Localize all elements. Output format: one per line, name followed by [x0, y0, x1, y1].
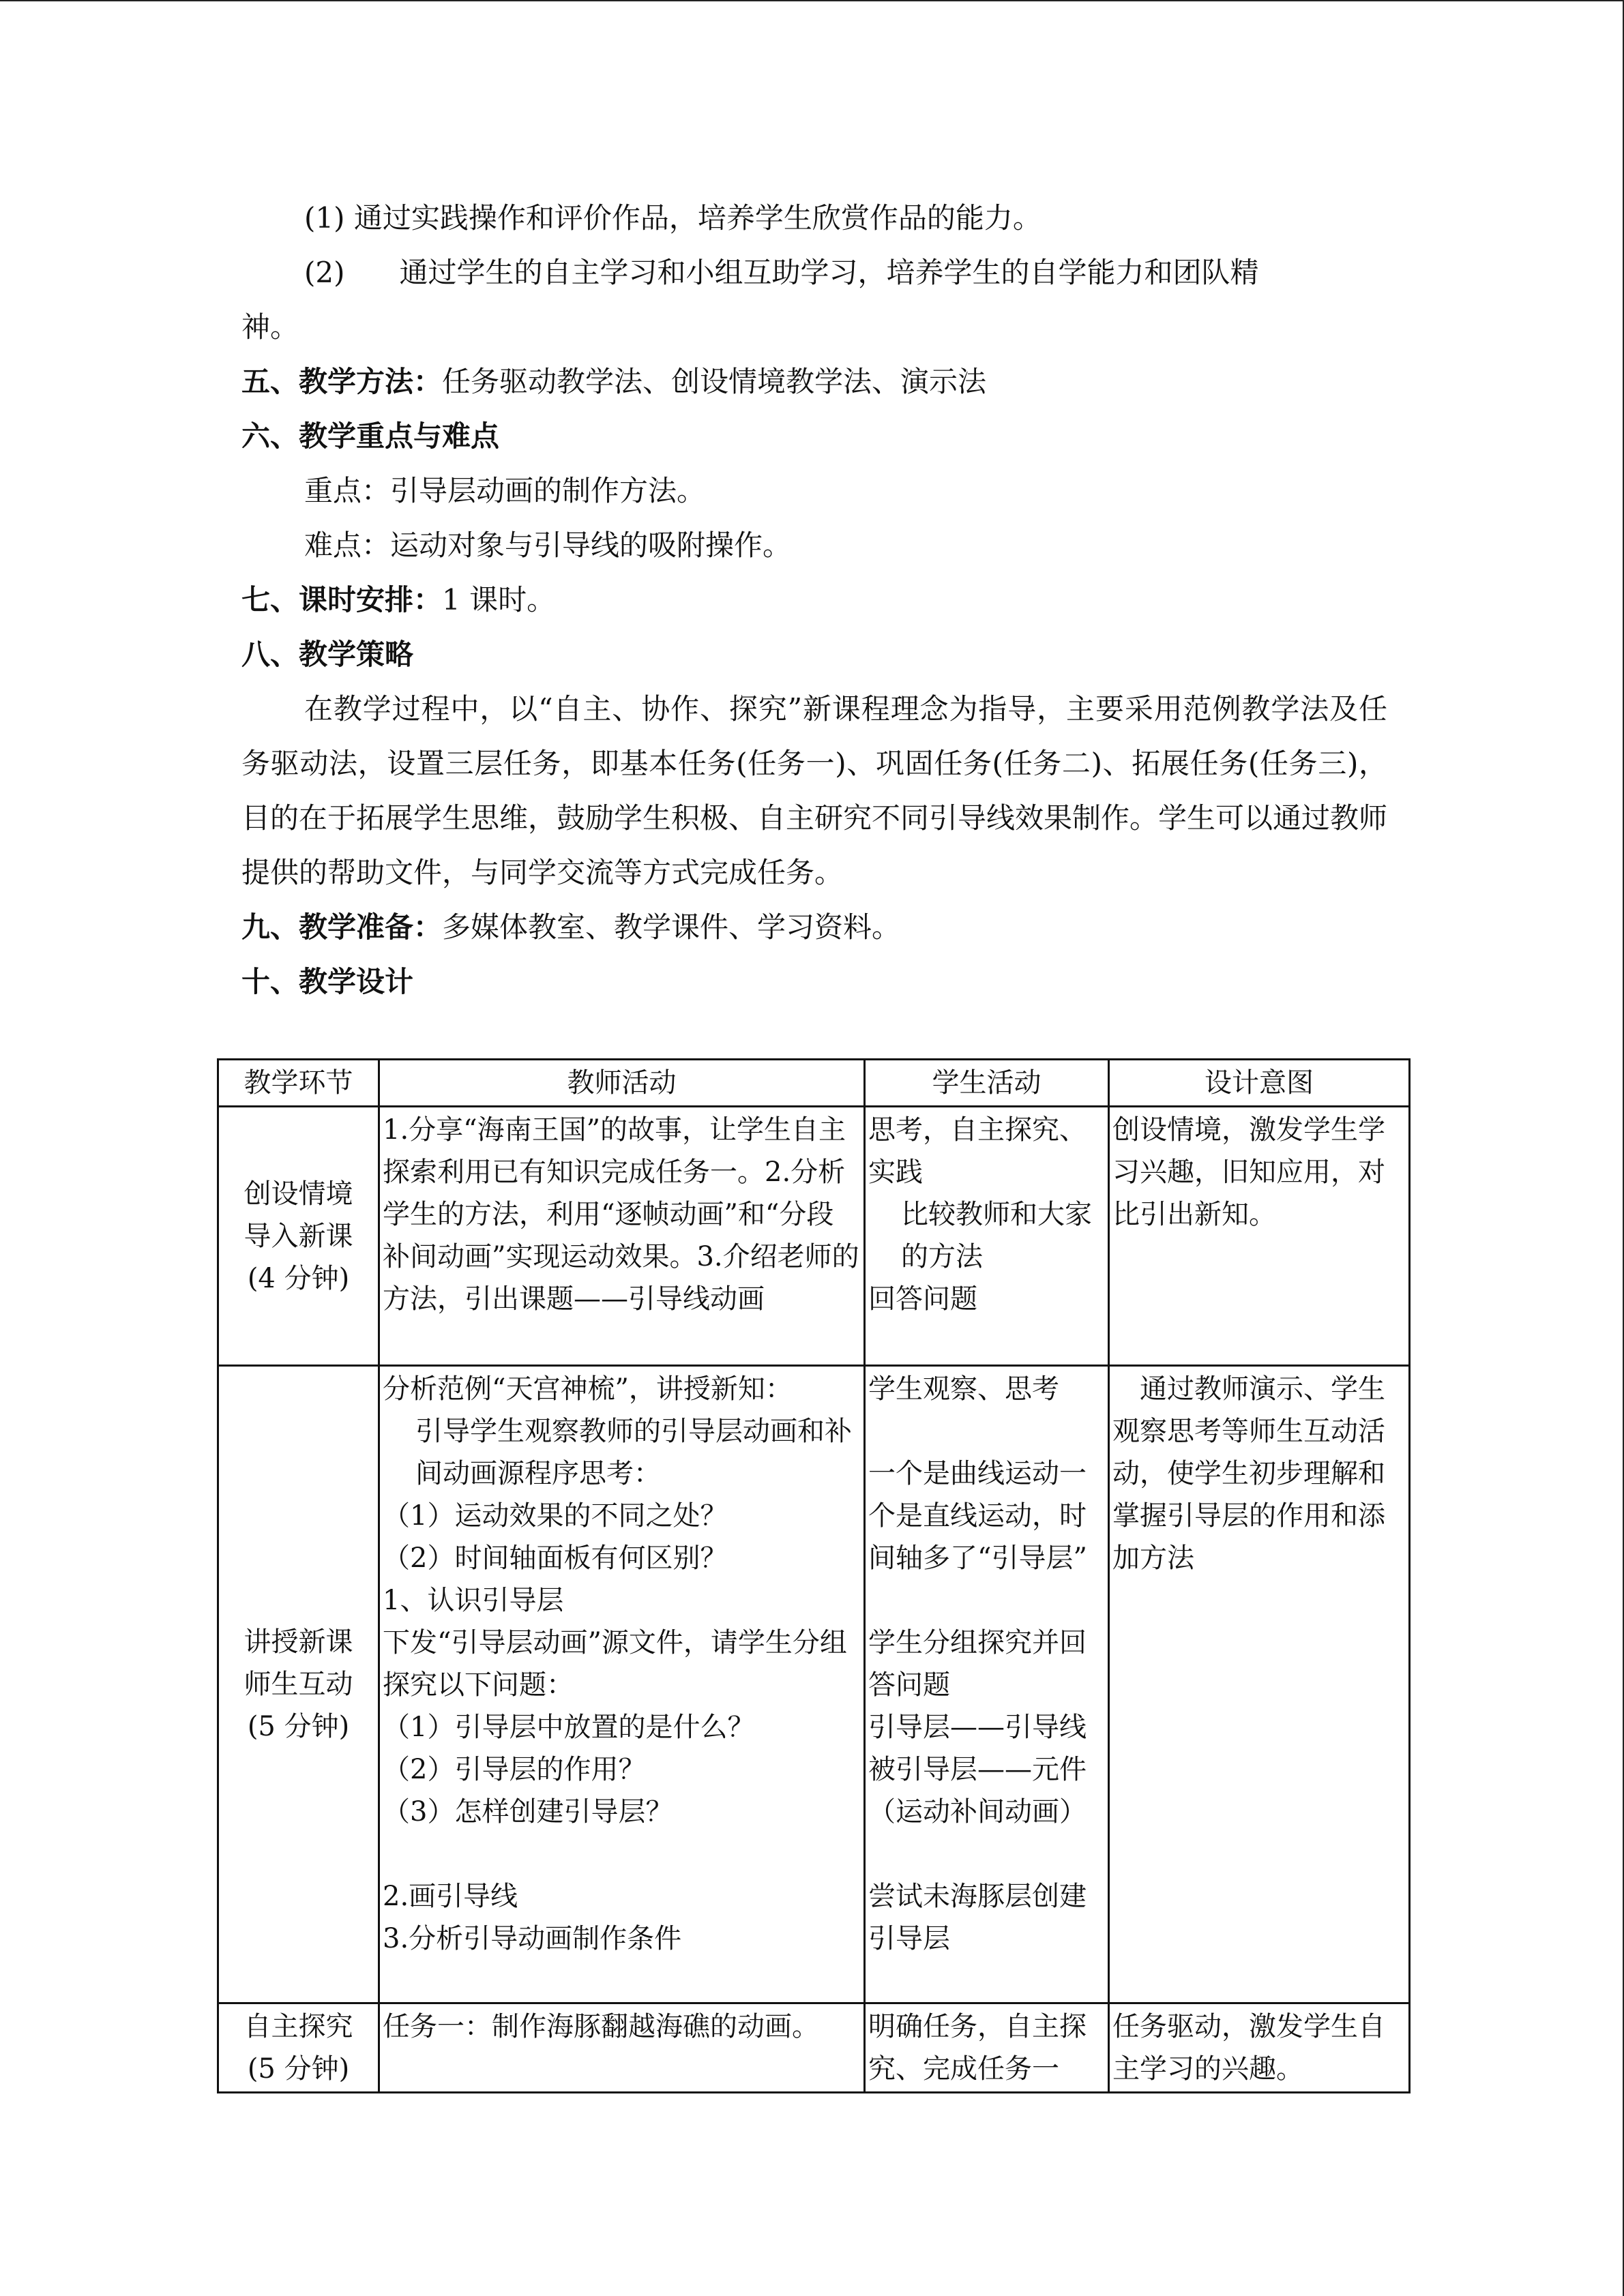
student-line: 思考，自主探究、实践 — [868, 1114, 1087, 1188]
student-line — [868, 1579, 1105, 1622]
student-activity-cell: 明确任务，自主探究、完成任务一 — [865, 2003, 1109, 2093]
stage-cell — [218, 1107, 379, 1366]
header-stage: 教学环节 — [218, 1060, 379, 1107]
stage-line: 讲授新课 — [243, 1626, 353, 1658]
table-row — [218, 1107, 1410, 1366]
stage-line: 自主探究 — [243, 2011, 353, 2042]
section-9-text: 多媒体教室、教学课件、学习资料。 — [442, 910, 901, 944]
section-8-heading: 八、教学策略 — [241, 638, 414, 671]
header-teacher: 教师活动 — [379, 1060, 865, 1107]
stage-line: 导入新课 — [243, 1220, 353, 1252]
student-line: 学生观察、思考 — [868, 1373, 1059, 1405]
teacher-line: 下发“引导层动画”源文件，请学生分组探究以下问题： — [383, 1627, 847, 1701]
teacher-line — [383, 1833, 861, 1875]
stage-cell — [218, 1366, 379, 2003]
header-intent: 设计意图 — [1109, 1060, 1410, 1107]
student-line: 学生分组探究并回答问题 — [868, 1627, 1087, 1701]
teacher-line: （2）时间轴面板有何区别？ — [383, 1542, 728, 1574]
student-line: （运动补间动画） — [868, 1796, 1087, 1828]
header-student: 学生活动 — [865, 1060, 1109, 1107]
stage-line: 师生互动 — [243, 1669, 353, 1700]
teacher-activity-cell — [379, 1366, 865, 2003]
objective-2-text: 通过学生的自主学习和小组互助学习，培养学生的自学能力和团队精 — [399, 256, 1259, 289]
teacher-activity-cell: 任务一：制作海豚翻越海礁的动画。 — [379, 2003, 865, 2093]
objective-2 — [241, 245, 1387, 300]
difficult-point: 难点：运动对象与引导线的吸附操作。 — [304, 528, 792, 562]
teacher-line: （2）引导层的作用？ — [383, 1754, 646, 1785]
student-activity-cell — [865, 1366, 1109, 2003]
section-10-heading: 十、教学设计 — [241, 965, 414, 998]
student-line: 被引导层——元件 — [868, 1754, 1087, 1785]
design-intent-cell — [1109, 1366, 1410, 2003]
section-5-heading: 五、教学方法： — [241, 365, 443, 398]
teacher-line: 分析范例“天宫神梳”，讲授新知： — [383, 1373, 793, 1405]
teacher-line: 1、认识引导层 — [383, 1585, 564, 1616]
student-line: 引导层——引导线 — [868, 1712, 1087, 1743]
student-activity-cell — [865, 1107, 1109, 1366]
design-intent-text: 通过教师演示、学生观察思考等师生互动活动，使学生初步理解和掌握引导层的作用和添加方法 — [1112, 1373, 1385, 1574]
document-body — [241, 191, 1387, 1009]
student-line: 尝试未海豚层创建引导层 — [868, 1881, 1087, 1954]
section-9-heading: 九、教学准备： — [241, 910, 443, 944]
teacher-line: （3）怎样创建引导层？ — [383, 1796, 673, 1828]
objective-2-number: (2) — [304, 256, 345, 289]
teacher-line: （1）引导层中放置的是什么？ — [383, 1712, 755, 1743]
stage-line: (4 分钟) — [247, 1262, 350, 1294]
table-header-row — [218, 1060, 1410, 1107]
table-row — [218, 1366, 1410, 2003]
section-5-text: 任务驱动教学法、创设情境教学法、演示法 — [442, 365, 987, 398]
student-line: 一个是曲线运动一个是直线运动，时间轴多了“引导层” — [868, 1458, 1087, 1574]
teacher-line: 2.画引导线 — [383, 1881, 518, 1912]
stage-cell — [218, 2003, 379, 2093]
objective-1: (1) 通过实践操作和评价作品，培养学生欣赏作品的能力。 — [304, 201, 1042, 235]
stage-line: (5 分钟) — [247, 1711, 350, 1742]
section-7-heading: 七、课时安排： — [241, 583, 443, 616]
student-line: 回答问题 — [868, 1283, 977, 1315]
section-9 — [241, 900, 1387, 955]
strategy-paragraph: 在教学过程中，以“自主、协作、探究”新课程理念为指导，主要采用范例教学法及任务驱动法，设置三层任务，即基本任务(任务一)、巩固任务(任务二)、拓展任务(任务三)，目的在于拓展学生思维，鼓励学生积极、自主研究不同引导线效果制作。学生可以通过教师提供的帮助文件，与同学交流等方式完成任务。 — [241, 692, 1388, 889]
design-intent-cell: 任务驱动，激发学生自主学习的兴趣。 — [1109, 2003, 1410, 2093]
section-5 — [241, 355, 1387, 409]
objective-2-continued: 神。 — [241, 310, 299, 344]
student-line — [868, 1833, 1105, 1875]
design-intent-cell: 创设情境，激发学生学习兴趣，旧知应用，对比引出新知。 — [1109, 1107, 1410, 1366]
section-6-heading: 六、教学重点与难点 — [241, 419, 500, 453]
key-point: 重点：引导层动画的制作方法。 — [304, 474, 706, 507]
stage-line: 创设情境 — [243, 1178, 353, 1210]
table-row — [218, 2003, 1410, 2093]
teaching-design-table — [217, 1058, 1411, 2093]
teacher-line: 引导学生观察教师的引导层动画和补间动画源程序思考： — [415, 1416, 852, 1489]
section-7-text: 1 课时。 — [442, 583, 556, 616]
student-line — [868, 1410, 1105, 1452]
teacher-line: 3.分析引导动画制作条件 — [383, 1923, 682, 1954]
section-7 — [241, 573, 1387, 627]
teacher-line: （1）运动效果的不同之处？ — [383, 1500, 728, 1532]
stage-line: (5 分钟) — [247, 2053, 350, 2085]
teacher-activity-cell: 1.分享“海南王国”的故事，让学生自主探索利用已有知识完成任务一。2.分析学生的方法，利用“逐帧动画”和“分段补间动画”实现运动效果。3.介绍老师的方法，引出课题——引导线动画 — [379, 1107, 865, 1366]
student-line: 比较教师和大家的方法 — [901, 1199, 1092, 1272]
